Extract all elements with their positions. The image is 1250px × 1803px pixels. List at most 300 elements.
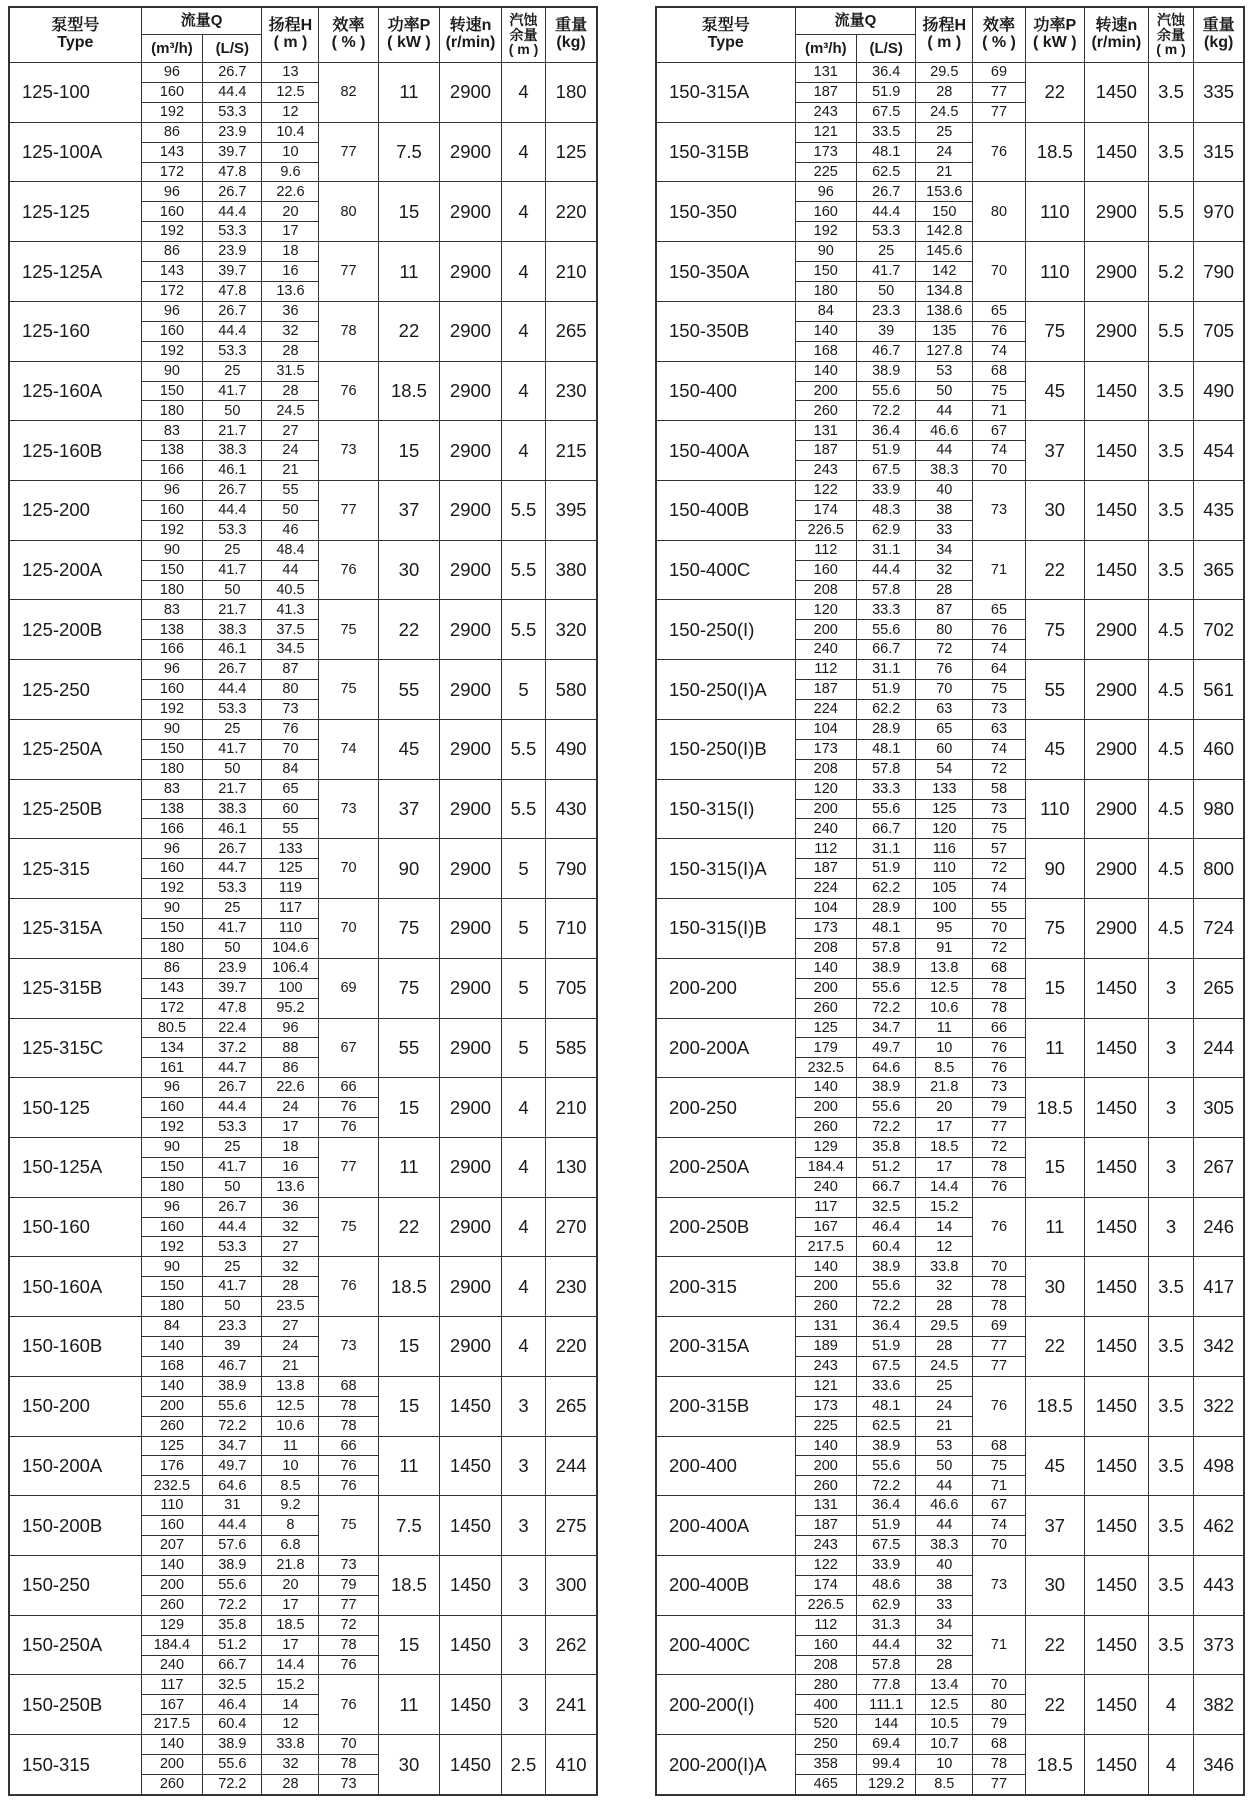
- power-cell: 15: [378, 1317, 440, 1377]
- power-cell: 45: [378, 719, 440, 779]
- flow-ls-cell: 49.7: [857, 1038, 916, 1058]
- flow-ls-cell: 36.4: [857, 1317, 916, 1337]
- npsh-cell: 3: [1148, 1078, 1194, 1138]
- efficiency-cell: 74: [973, 1516, 1025, 1536]
- efficiency-cell: 57: [973, 839, 1025, 859]
- head-cell: 11: [916, 1018, 973, 1038]
- npsh-cell: 2.5: [501, 1735, 545, 1795]
- head-cell: 46.6: [916, 1496, 973, 1516]
- npsh-cell: 5.5: [1148, 182, 1194, 242]
- table-row: [656, 361, 1244, 381]
- flow-m3h-cell: 184.4: [141, 1635, 203, 1655]
- header-flow: 流量Q: [141, 7, 262, 35]
- head-cell: 18.5: [262, 1615, 319, 1635]
- flow-ls-cell: 72.2: [203, 1774, 262, 1795]
- head-cell: 32: [916, 1635, 973, 1655]
- head-cell: 28: [262, 1774, 319, 1795]
- flow-ls-cell: 50: [203, 1297, 262, 1317]
- efficiency-cell: 76: [973, 1376, 1025, 1436]
- pump-type-cell: 150-315: [9, 1735, 141, 1795]
- npsh-cell: 3.5: [1148, 122, 1194, 182]
- efficiency-cell: 79: [973, 1098, 1025, 1118]
- header-weight: [546, 7, 597, 63]
- npsh-cell: 5.2: [1148, 242, 1194, 302]
- flow-m3h-cell: 96: [141, 301, 203, 321]
- flow-m3h-cell: 138: [141, 620, 203, 640]
- flow-m3h-cell: 260: [795, 401, 857, 421]
- head-cell: 29.5: [916, 1317, 973, 1337]
- flow-m3h-cell: 110: [141, 1496, 203, 1516]
- pump-type-cell: 150-315(I)A: [656, 839, 795, 899]
- head-cell: 9.2: [262, 1496, 319, 1516]
- header-weight: [1194, 7, 1244, 63]
- efficiency-cell: 76: [973, 1197, 1025, 1257]
- flow-ls-cell: 53.3: [203, 879, 262, 899]
- flow-ls-cell: 44.4: [857, 560, 916, 580]
- pump-type-cell: 200-315: [656, 1257, 795, 1317]
- flow-m3h-cell: 80.5: [141, 1018, 203, 1038]
- weight-cell: 443: [1194, 1555, 1244, 1615]
- head-cell: 20: [262, 202, 319, 222]
- flow-m3h-cell: 150: [141, 560, 203, 580]
- pump-type-cell: 150-350B: [656, 301, 795, 361]
- flow-ls-cell: 39: [203, 1337, 262, 1357]
- head-cell: 28: [262, 341, 319, 361]
- header-npsh-cn1: 汽蚀: [509, 11, 538, 28]
- head-cell: 125: [262, 859, 319, 879]
- flow-ls-cell: 32.5: [203, 1675, 262, 1695]
- flow-ls-cell: 31: [203, 1496, 262, 1516]
- speed-cell: 2900: [440, 839, 502, 899]
- flow-ls-cell: 25: [203, 1137, 262, 1157]
- flow-ls-cell: 39: [857, 321, 916, 341]
- flow-m3h-cell: 84: [795, 301, 857, 321]
- header-npsh-cn1: 汽蚀: [1157, 11, 1186, 28]
- head-cell: 16: [262, 262, 319, 282]
- efficiency-cell: 67: [973, 421, 1025, 441]
- flow-m3h-cell: 83: [141, 600, 203, 620]
- weight-cell: 561: [1194, 660, 1244, 720]
- head-cell: 15.2: [262, 1675, 319, 1695]
- head-cell: 32: [916, 560, 973, 580]
- flow-ls-cell: 25: [203, 361, 262, 381]
- head-cell: 50: [916, 1456, 973, 1476]
- efficiency-cell: 76: [319, 1675, 378, 1735]
- table-row: [656, 719, 1244, 739]
- weight-cell: 585: [546, 1018, 597, 1078]
- power-cell: 22: [378, 600, 440, 660]
- pump-type-cell: 125-250A: [9, 719, 141, 779]
- flow-m3h-cell: 117: [795, 1197, 857, 1217]
- weight-cell: 220: [546, 182, 597, 242]
- pump-type-cell: 150-160: [9, 1197, 141, 1257]
- flow-m3h-cell: 167: [795, 1217, 857, 1237]
- head-cell: 133: [262, 839, 319, 859]
- table-row: [656, 958, 1244, 978]
- flow-m3h-cell: 260: [795, 998, 857, 1018]
- table-row: [656, 1436, 1244, 1456]
- power-cell: 7.5: [378, 1496, 440, 1556]
- head-cell: 24: [916, 142, 973, 162]
- head-cell: 15.2: [916, 1197, 973, 1217]
- flow-ls-cell: 44.7: [203, 1058, 262, 1078]
- pump-type-cell: 150-400: [656, 361, 795, 421]
- efficiency-cell: 71: [973, 540, 1025, 600]
- head-cell: 100: [916, 899, 973, 919]
- flow-m3h-cell: 187: [795, 859, 857, 879]
- flow-ls-cell: 50: [203, 580, 262, 600]
- table-row: [9, 600, 597, 620]
- head-cell: 21: [916, 1416, 973, 1436]
- head-cell: 17: [262, 1595, 319, 1615]
- table-row: [9, 182, 597, 202]
- flow-m3h-cell: 200: [141, 1755, 203, 1775]
- head-cell: 87: [916, 600, 973, 620]
- head-cell: 13: [262, 63, 319, 83]
- npsh-cell: 4: [501, 1257, 545, 1317]
- table-row: [9, 839, 597, 859]
- npsh-cell: 4: [501, 1078, 545, 1138]
- head-cell: 16: [262, 1157, 319, 1177]
- flow-ls-cell: 50: [203, 401, 262, 421]
- table-row: [656, 1735, 1244, 1755]
- head-cell: 134.8: [916, 281, 973, 301]
- speed-cell: 1450: [1084, 421, 1148, 481]
- flow-m3h-cell: 150: [141, 1157, 203, 1177]
- flow-ls-cell: 72.2: [203, 1416, 262, 1436]
- pump-type-cell: 125-315C: [9, 1018, 141, 1078]
- table-row: [656, 1078, 1244, 1098]
- flow-ls-cell: 26.7: [203, 660, 262, 680]
- efficiency-cell: 58: [973, 779, 1025, 799]
- flow-m3h-cell: 104: [795, 719, 857, 739]
- flow-ls-cell: 55.6: [857, 1456, 916, 1476]
- head-cell: 17: [262, 1118, 319, 1138]
- flow-m3h-cell: 260: [795, 1118, 857, 1138]
- head-cell: 13.6: [262, 281, 319, 301]
- flow-m3h-cell: 117: [141, 1675, 203, 1695]
- power-cell: 22: [1025, 1615, 1084, 1675]
- efficiency-cell: 80: [973, 182, 1025, 242]
- flow-m3h-cell: 520: [795, 1715, 857, 1735]
- npsh-cell: 4: [501, 361, 545, 421]
- head-cell: 46.6: [916, 421, 973, 441]
- pump-type-cell: 125-315: [9, 839, 141, 899]
- speed-cell: 1450: [1084, 1197, 1148, 1257]
- speed-cell: 1450: [440, 1615, 502, 1675]
- flow-ls-cell: 51.9: [857, 1337, 916, 1357]
- flow-m3h-cell: 192: [141, 341, 203, 361]
- weight-cell: 244: [1194, 1018, 1244, 1078]
- flow-m3h-cell: 140: [795, 321, 857, 341]
- table-row: [656, 1496, 1244, 1516]
- speed-cell: 2900: [1084, 182, 1148, 242]
- head-cell: 32: [262, 1755, 319, 1775]
- speed-cell: 2900: [1084, 899, 1148, 959]
- flow-m3h-cell: 161: [141, 1058, 203, 1078]
- flow-ls-cell: 38.9: [857, 1257, 916, 1277]
- power-cell: 30: [1025, 481, 1084, 541]
- flow-ls-cell: 21.7: [203, 421, 262, 441]
- header-eff-unit: ( % ): [331, 34, 366, 51]
- head-cell: 53: [916, 361, 973, 381]
- power-cell: 18.5: [1025, 1376, 1084, 1436]
- head-cell: 65: [262, 779, 319, 799]
- speed-cell: 2900: [440, 660, 502, 720]
- head-cell: 17: [916, 1118, 973, 1138]
- efficiency-cell: 63: [973, 719, 1025, 739]
- flow-ls-cell: 23.3: [203, 1317, 262, 1337]
- head-cell: 10: [916, 1038, 973, 1058]
- flow-ls-cell: 25: [857, 242, 916, 262]
- speed-cell: 1450: [1084, 1496, 1148, 1556]
- flow-ls-cell: 55.6: [857, 1098, 916, 1118]
- head-cell: 48.4: [262, 540, 319, 560]
- flow-m3h-cell: 192: [141, 1118, 203, 1138]
- speed-cell: 1450: [440, 1735, 502, 1795]
- weight-cell: 210: [546, 242, 597, 302]
- pump-type-cell: 150-400A: [656, 421, 795, 481]
- power-cell: 15: [378, 421, 440, 481]
- flow-m3h-cell: 129: [795, 1137, 857, 1157]
- head-cell: 21: [916, 162, 973, 182]
- header-type-cn: 泵型号: [51, 17, 100, 35]
- power-cell: 37: [378, 779, 440, 839]
- flow-m3h-cell: 86: [141, 122, 203, 142]
- flow-ls-cell: 66.7: [857, 1177, 916, 1197]
- weight-cell: 220: [546, 1317, 597, 1377]
- flow-m3h-cell: 172: [141, 281, 203, 301]
- weight-cell: 490: [1194, 361, 1244, 421]
- power-cell: 37: [1025, 1496, 1084, 1556]
- table-row: [9, 1735, 597, 1755]
- table-row: [656, 600, 1244, 620]
- table-row: [656, 63, 1244, 83]
- pump-type-cell: 125-250B: [9, 779, 141, 839]
- head-cell: 73: [262, 700, 319, 720]
- table-row: [9, 421, 597, 441]
- pump-type-cell: 150-400C: [656, 540, 795, 600]
- efficiency-cell: 76: [319, 1118, 378, 1138]
- table-row: [656, 1615, 1244, 1635]
- header-power-cn: 功率P: [1033, 17, 1077, 35]
- speed-cell: 1450: [440, 1496, 502, 1556]
- flow-m3h-cell: 83: [141, 421, 203, 441]
- weight-cell: 435: [1194, 481, 1244, 541]
- flow-ls-cell: 21.7: [203, 779, 262, 799]
- header-power: [378, 7, 440, 63]
- flow-ls-cell: 53.3: [203, 700, 262, 720]
- flow-m3h-cell: 168: [795, 341, 857, 361]
- table-row: [656, 1197, 1244, 1217]
- efficiency-cell: 70: [973, 918, 1025, 938]
- flow-ls-cell: 31.1: [857, 839, 916, 859]
- flow-ls-cell: 69.4: [857, 1735, 916, 1755]
- flow-m3h-cell: 224: [795, 700, 857, 720]
- speed-cell: 1450: [1084, 1735, 1148, 1795]
- pump-type-cell: 200-200: [656, 958, 795, 1018]
- npsh-cell: 4: [1148, 1675, 1194, 1735]
- flow-ls-cell: 51.9: [857, 1516, 916, 1536]
- efficiency-cell: 77: [973, 1337, 1025, 1357]
- power-cell: 11: [378, 242, 440, 302]
- npsh-cell: 3.5: [1148, 1555, 1194, 1615]
- npsh-cell: 3.5: [1148, 1496, 1194, 1556]
- header-flow-ls: (L/S): [857, 35, 916, 63]
- flow-m3h-cell: 160: [141, 680, 203, 700]
- weight-cell: 980: [1194, 779, 1244, 839]
- pump-type-cell: 125-125: [9, 182, 141, 242]
- speed-cell: 2900: [440, 63, 502, 123]
- efficiency-cell: 72: [973, 759, 1025, 779]
- flow-ls-cell: 46.1: [203, 461, 262, 481]
- weight-cell: 320: [546, 600, 597, 660]
- weight-cell: 970: [1194, 182, 1244, 242]
- head-cell: 44: [916, 441, 973, 461]
- table-row: [9, 958, 597, 978]
- efficiency-cell: 77: [973, 1774, 1025, 1795]
- flow-m3h-cell: 120: [795, 600, 857, 620]
- flow-ls-cell: 50: [203, 938, 262, 958]
- flow-m3h-cell: 226.5: [795, 520, 857, 540]
- head-cell: 36: [262, 301, 319, 321]
- flow-m3h-cell: 160: [141, 1217, 203, 1237]
- speed-cell: 1450: [1084, 1675, 1148, 1735]
- flow-m3h-cell: 225: [795, 1416, 857, 1436]
- head-cell: 17: [262, 1635, 319, 1655]
- flow-ls-cell: 41.7: [857, 262, 916, 282]
- table-row: [9, 1137, 597, 1157]
- head-cell: 21.8: [916, 1078, 973, 1098]
- header-type-en: Type: [57, 34, 94, 51]
- flow-ls-cell: 48.1: [857, 918, 916, 938]
- power-cell: 30: [1025, 1257, 1084, 1317]
- head-cell: 10.6: [262, 1416, 319, 1436]
- weight-cell: 305: [1194, 1078, 1244, 1138]
- pump-type-cell: 200-250: [656, 1078, 795, 1138]
- head-cell: 32: [262, 321, 319, 341]
- speed-cell: 2900: [440, 600, 502, 660]
- pump-type-cell: 200-315A: [656, 1317, 795, 1377]
- weight-cell: 410: [546, 1735, 597, 1795]
- flow-m3h-cell: 121: [795, 1376, 857, 1396]
- pump-type-cell: 150-125: [9, 1078, 141, 1138]
- efficiency-cell: 64: [973, 660, 1025, 680]
- flow-m3h-cell: 121: [795, 122, 857, 142]
- head-cell: 14.4: [262, 1655, 319, 1675]
- efficiency-cell: 70: [973, 1257, 1025, 1277]
- head-cell: 29.5: [916, 63, 973, 83]
- header-speed-cn: 转速n: [449, 17, 492, 35]
- pump-type-cell: 200-250B: [656, 1197, 795, 1257]
- header-flow-m3h: (m³/h): [141, 35, 203, 63]
- flow-ls-cell: 44.4: [203, 680, 262, 700]
- efficiency-cell: 80: [319, 182, 378, 242]
- flow-ls-cell: 67.5: [857, 461, 916, 481]
- flow-m3h-cell: 122: [795, 481, 857, 501]
- head-cell: 31.5: [262, 361, 319, 381]
- power-cell: 90: [378, 839, 440, 899]
- efficiency-cell: 80: [973, 1695, 1025, 1715]
- efficiency-cell: 76: [319, 1098, 378, 1118]
- efficiency-cell: 77: [973, 102, 1025, 122]
- head-cell: 8.5: [916, 1774, 973, 1795]
- efficiency-cell: 66: [319, 1436, 378, 1456]
- header-power-unit: ( kW ): [387, 34, 431, 51]
- speed-cell: 2900: [440, 899, 502, 959]
- flow-ls-cell: 33.3: [857, 600, 916, 620]
- efficiency-cell: 75: [319, 1496, 378, 1556]
- npsh-cell: 5: [501, 839, 545, 899]
- weight-cell: 702: [1194, 600, 1244, 660]
- flow-ls-cell: 47.8: [203, 998, 262, 1018]
- pump-type-cell: 125-160A: [9, 361, 141, 421]
- flow-ls-cell: 53.3: [203, 102, 262, 122]
- header-speed: [440, 7, 502, 63]
- efficiency-cell: 76: [973, 1177, 1025, 1197]
- flow-m3h-cell: 160: [141, 1516, 203, 1536]
- flow-m3h-cell: 260: [141, 1774, 203, 1795]
- flow-ls-cell: 62.2: [857, 700, 916, 720]
- npsh-cell: 3.5: [1148, 63, 1194, 123]
- head-cell: 50: [262, 500, 319, 520]
- flow-ls-cell: 38.3: [203, 620, 262, 640]
- pump-type-cell: 200-250A: [656, 1137, 795, 1197]
- flow-m3h-cell: 192: [141, 1237, 203, 1257]
- flow-ls-cell: 26.7: [203, 63, 262, 83]
- head-cell: 12: [262, 102, 319, 122]
- npsh-cell: 4: [501, 1197, 545, 1257]
- head-cell: 95: [916, 918, 973, 938]
- table-row: [656, 1317, 1244, 1337]
- flow-ls-cell: 41.7: [203, 1157, 262, 1177]
- weight-cell: 430: [546, 779, 597, 839]
- flow-ls-cell: 50: [203, 1177, 262, 1197]
- head-cell: 24: [262, 1098, 319, 1118]
- header-head-cn: 扬程H: [268, 17, 313, 35]
- speed-cell: 1450: [1084, 1018, 1148, 1078]
- pump-type-cell: 150-315B: [656, 122, 795, 182]
- flow-m3h-cell: 143: [141, 262, 203, 282]
- flow-m3h-cell: 260: [141, 1416, 203, 1436]
- speed-cell: 1450: [1084, 1078, 1148, 1138]
- flow-ls-cell: 33.5: [857, 122, 916, 142]
- efficiency-cell: 70: [973, 1536, 1025, 1556]
- head-cell: 44: [916, 401, 973, 421]
- flow-ls-cell: 57.8: [857, 938, 916, 958]
- head-cell: 44: [916, 1516, 973, 1536]
- head-cell: 63: [916, 700, 973, 720]
- head-cell: 106.4: [262, 958, 319, 978]
- efficiency-cell: 74: [973, 739, 1025, 759]
- table-row: [9, 1496, 597, 1516]
- efficiency-cell: 76: [973, 1038, 1025, 1058]
- flow-ls-cell: 26.7: [203, 1078, 262, 1098]
- head-cell: 116: [916, 839, 973, 859]
- head-cell: 38.3: [916, 1536, 973, 1556]
- flow-m3h-cell: 125: [795, 1018, 857, 1038]
- flow-ls-cell: 66.7: [857, 640, 916, 660]
- head-cell: 24.5: [916, 102, 973, 122]
- header-npsh-unit: ( m ): [1156, 41, 1186, 58]
- weight-cell: 380: [546, 540, 597, 600]
- head-cell: 25: [916, 1376, 973, 1396]
- flow-m3h-cell: 84: [141, 1317, 203, 1337]
- efficiency-cell: 82: [319, 63, 378, 123]
- efficiency-cell: 76: [319, 540, 378, 600]
- speed-cell: 1450: [440, 1675, 502, 1735]
- speed-cell: 2900: [440, 540, 502, 600]
